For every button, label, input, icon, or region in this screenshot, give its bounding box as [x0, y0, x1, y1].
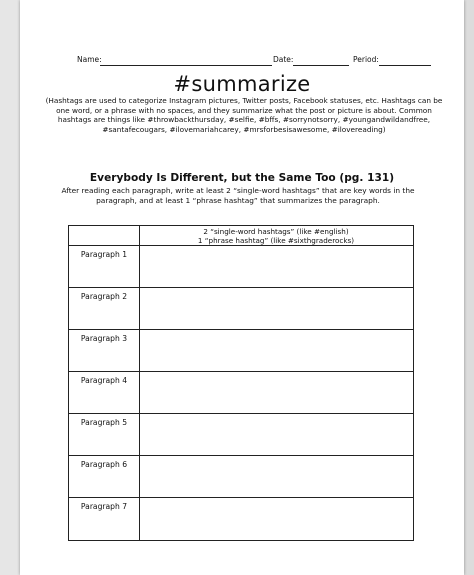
- student-info-line: [55, 55, 455, 69]
- hashtag-table: [68, 225, 414, 541]
- answer-cell[interactable]: [140, 246, 413, 287]
- row-label: Paragraph 7: [80, 502, 128, 511]
- page-title: #summarize: [173, 72, 311, 96]
- table-row: [69, 288, 413, 330]
- table-header-text: [139, 228, 413, 245]
- table-row: [69, 498, 413, 540]
- table-header-row: [69, 226, 413, 246]
- header-line-single-word: 2 “single-word hashtags” (like #english): [203, 227, 349, 236]
- name-label: Name:: [77, 55, 102, 64]
- row-label: Paragraph 2: [80, 292, 128, 301]
- period-field[interactable]: [379, 65, 431, 66]
- row-label: Paragraph 6: [80, 460, 128, 469]
- header-line-phrase: 1 “phrase hashtag” (like #sixthgraderocks): [197, 235, 355, 245]
- table-row: [69, 456, 413, 498]
- row-label: Paragraph 1: [80, 250, 128, 259]
- instructions: After reading each paragraph, write at least 2 “single-word hashtags” that are key words in the paragraph, and at least 1 “phrase hashtag” that summarizes the paragraph.: [61, 186, 415, 205]
- answer-cell[interactable]: [140, 330, 413, 371]
- row-label: Paragraph 5: [80, 418, 128, 427]
- name-field[interactable]: [100, 65, 272, 66]
- date-field[interactable]: [293, 65, 349, 66]
- table-row: [69, 414, 413, 456]
- row-label: Paragraph 3: [80, 334, 128, 343]
- row-label: Paragraph 4: [80, 376, 128, 385]
- answer-cell[interactable]: [140, 498, 413, 540]
- date-label: Date:: [273, 55, 294, 64]
- table-row: [69, 330, 413, 372]
- answer-cell[interactable]: [140, 456, 413, 497]
- page-edge: [0, 0, 20, 575]
- intro-paragraph: (Hashtags are used to categorize Instagram pictures, Twitter posts, Facebook statuses, etc. Hashtags can be one word, or a phrase with no spaces, and they summarize what the post or picture is about. Common hashtags are things like #throwbackthursday, #selfie, #bffs, #sorrynotsorry, #youngandwildandfree, #santafecougars, #ilovemariahcarey, #mrsforbesisawesome, #ilovereading): [45, 96, 443, 134]
- table-row: [69, 372, 413, 414]
- period-label: Period:: [353, 55, 379, 64]
- answer-cell[interactable]: [140, 372, 413, 413]
- answer-cell[interactable]: [140, 288, 413, 329]
- section-title: Everybody Is Different, but the Same Too (pg. 131): [89, 172, 395, 184]
- answer-cell[interactable]: [140, 414, 413, 455]
- table-row: [69, 246, 413, 288]
